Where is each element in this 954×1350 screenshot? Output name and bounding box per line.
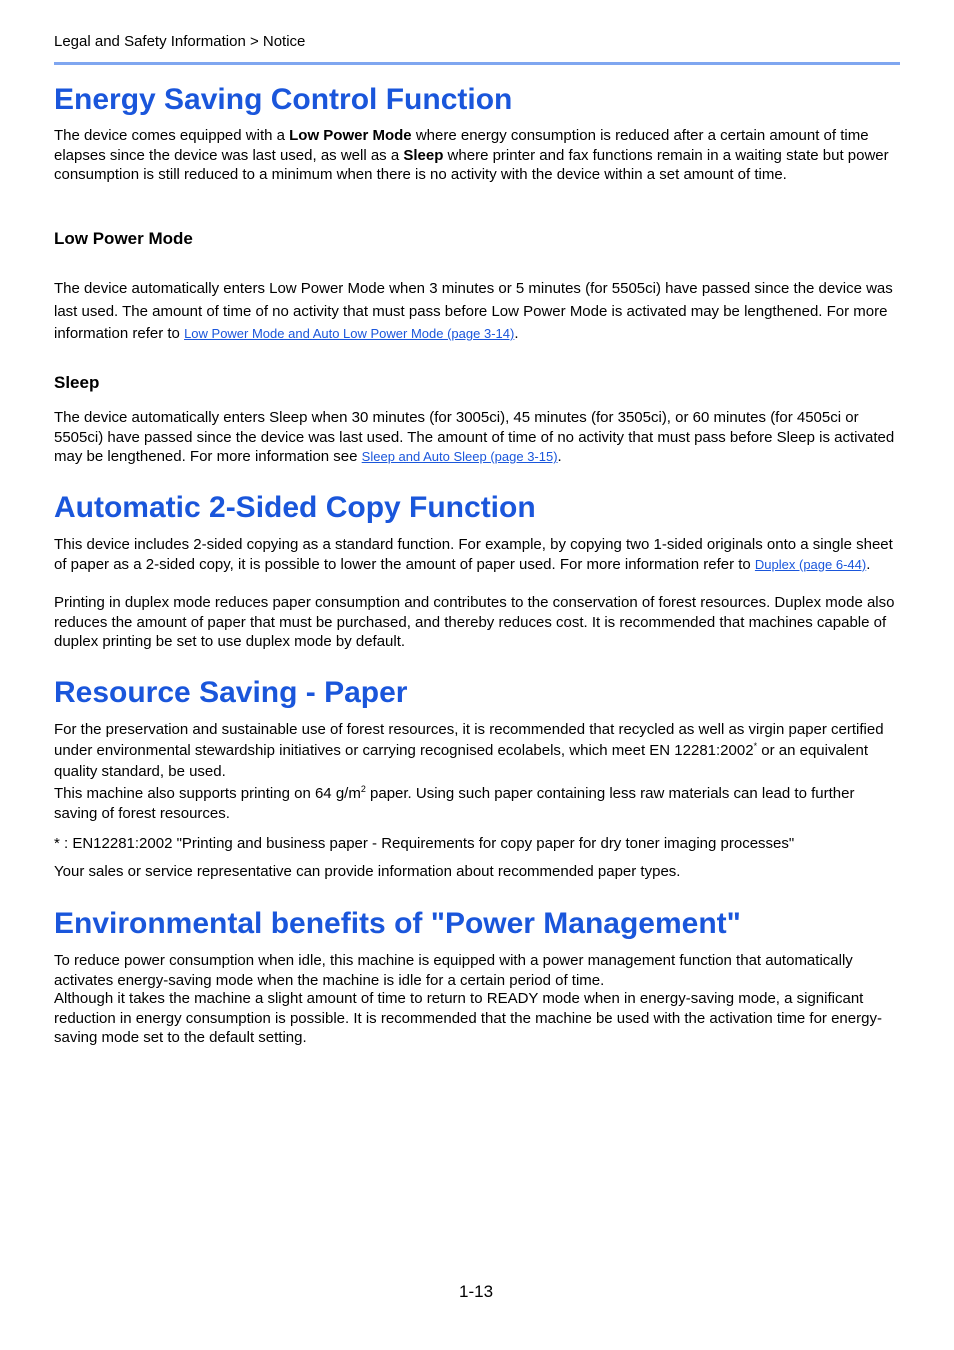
power-management-paragraph-2: Although it takes the machine a slight amount of time to return to READY mode when in energy-saving mode, a significant reduction in energy consumption is possible. It is recommended that the machine be used with the activation time for energy-saving mode set to the default setting. — [54, 990, 882, 1046]
energy-intro-paragraph — [54, 126, 900, 185]
sleep-link[interactable]: Sleep and Auto Sleep (page 3-15) — [361, 449, 558, 464]
duplex-period: . — [866, 555, 871, 573]
paper-paragraph-1 — [54, 719, 900, 782]
energy-intro-text-2: where energy consumption is reduced after a certain amount of time elapses since the device was last used, as well as a — [54, 127, 869, 164]
paper-footnote: * : EN12281:2002 "Printing and business paper - Requirements for copy paper for dry toner imaging processes" — [54, 835, 795, 852]
low-power-mode-link[interactable]: Low Power Mode and Auto Low Power Mode (page 3-14) — [184, 326, 515, 341]
subheading-sleep: Sleep — [54, 373, 100, 392]
sleep-text: The device automatically enters Sleep when 30 minutes (for 3005ci), 45 minutes (for 3505ci), or 60 minutes (for 4505ci or 5505ci) have passed since the device was last used. The amount of time of no activity that must pass before Sleep is activated may be lengthened. For more information see — [54, 409, 895, 465]
footnote-marker: * — [753, 741, 758, 751]
page-number: 1-13 — [459, 1282, 494, 1301]
energy-intro-text-1: The device comes equipped with a — [54, 127, 290, 144]
paper-paragraph-2 — [54, 784, 900, 824]
paper-text-2-end: paper. Using such paper containing less raw materials can lead to further saving of forest resources. — [54, 785, 855, 822]
paper-text-1-end: or an equivalent quality standard, be used. — [54, 742, 868, 780]
duplex-link[interactable]: Duplex (page 6-44) — [754, 556, 867, 572]
section-title-energy-saving: Energy Saving Control Function — [54, 83, 513, 116]
low-power-text: The device automatically enters Low Power Mode when 3 minutes or 5 minutes (for 5505ci) have passed since the device was last used. The amount of time of no activity that must pass before Low Power Mode is activated may be lengthened. For more information refer to — [54, 280, 893, 342]
header-divider — [54, 62, 900, 65]
low-power-mode-term: Low Power Mode — [289, 127, 412, 144]
superscript-2: 2 — [360, 784, 366, 794]
section-title-duplex: Automatic 2-Sided Copy Function — [54, 491, 536, 524]
section-title-resource-saving-paper: Resource Saving - Paper — [54, 676, 408, 709]
duplex-paragraph-2: Printing in duplex mode reduces paper consumption and contributes to the conservation of forest resources. Duplex mode also reduces the amount of paper that must be purchased, and thereby reduces cost. It is recommended that machines capable of duplex printing be set to use duplex mode by default. — [54, 594, 895, 650]
energy-intro-text-3: where printer and fax functions remain in a waiting state but power consumption is still reduced to a minimum when there is no activity with the device within a set amount of time. — [54, 146, 889, 183]
breadcrumb: Legal and Safety Information > Notice — [54, 33, 306, 50]
sleep-period: . — [557, 448, 562, 465]
low-power-paragraph — [54, 278, 900, 346]
paper-text-1: For the preservation and sustainable use of forest resources, it is recommended that recycled as well as virgin paper certified under environmental stewardship initiatives or carrying recognised ecolabels, which meet EN 12281:2002 — [54, 721, 884, 759]
subheading-low-power-mode: Low Power Mode — [54, 229, 193, 248]
power-management-paragraph-1: To reduce power consumption when idle, this machine is equipped with a power management function that automatically activates energy-saving mode when the machine is idle for a certain period of time. — [54, 952, 853, 989]
low-power-period: . — [514, 325, 519, 342]
duplex-paragraph-1 — [54, 535, 900, 574]
sleep-paragraph — [54, 408, 900, 467]
sleep-term: Sleep — [403, 146, 444, 164]
duplex-text-1: This device includes 2-sided copying as a standard function. For example, by copying two 1-sided originals onto a single sheet of paper as a 2-sided copy, it is possible to lower the amount of paper used. For more information refer to — [54, 536, 893, 573]
paper-text-2: This machine also supports printing on 64 g/m — [54, 785, 361, 802]
paper-paragraph-3: Your sales or service representative can provide information about recommended paper types. — [54, 863, 681, 880]
section-title-power-management: Environmental benefits of "Power Management" — [54, 907, 741, 940]
